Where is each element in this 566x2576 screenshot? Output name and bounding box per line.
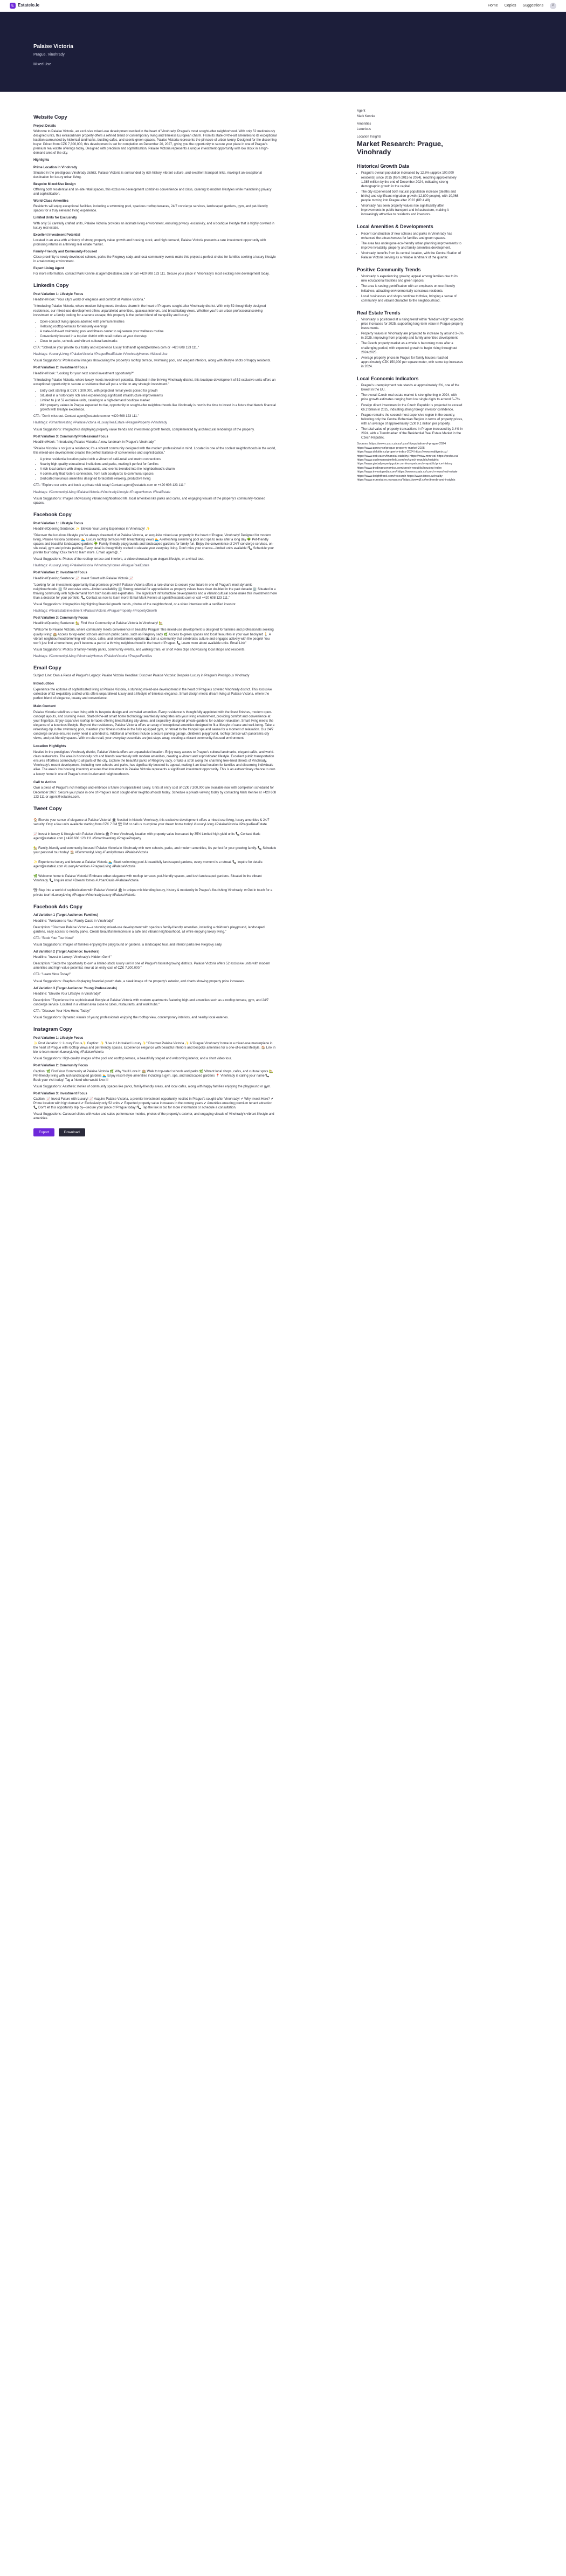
hero-banner — [0, 12, 566, 92]
website-copy-blocks — [33, 124, 277, 277]
facebook-copy-heading: Facebook Copy — [33, 511, 72, 518]
facebook-post-hashtags: Hashtags: #LuxuryLiving #PalaiseVictoria #VinohradyHomes #PragueRealEstate — [33, 564, 149, 568]
facebook-post-visual: Visual Suggestions: Photos of the rooftop terrace and interiors, a video showcasing an elegant lifestyle, or a virtual tour. — [33, 558, 204, 561]
website-section-text: Offering both residential and on-site retail spaces, this exclusive development combines convenience and class, catering to modern lifestyles while maintaining privacy and sophistication. — [33, 188, 272, 196]
market-research-item: • The area has undergone eco-friendly urban planning improvements to improve liveability, property and family amenities development. — [361, 242, 464, 250]
linkedin-post-cta: CTA: "Schedule your private tour today and experience luxury firsthand! agent@estateio.com or +420 608 123 111." — [33, 346, 199, 350]
facebook-post-visual: Visual Suggestions: Photos of family-friendly parks, community events, and walking trails, or short video clips showcasing local shops and residents. — [33, 648, 246, 652]
instagram-post-text: ✨ Post Variation 1: Luxury Focus✨ Caption: ✨ "Live in Unrivalled Luxury ✨" Discover Palaise Victoria ✨ A 'Prague Vinohrady' home in a mixed-use masterpiece in the heart of Prague with rooftop views and pet-friendly spaces. Experience elegance with beautiful interiors and bespoke amenities for a one-of-a-kind lifestyle. 🏠 Link in bio to learn more! #LuxuryLiving #PalaiseVictoria — [33, 1042, 276, 1054]
copy-column — [33, 114, 277, 1136]
bullet-item: • Conveniently located in a top-tier district with retail outlets at your doorstep — [40, 334, 277, 339]
amenities-label: Amenities — [357, 122, 371, 126]
market-research-section-heading: Historical Growth Data — [357, 163, 410, 169]
linkedin-post-title: Post Variation 1: Lifestyle Focus — [33, 293, 84, 297]
instagram-post-visual: Visual Suggestions: High-quality images of the pool and rooftop terrace, a beautifully staged and welcoming interior, and a short video tour. — [33, 1057, 232, 1061]
brand-name: Estateio.ie — [18, 3, 40, 8]
market-research-item: • Prague's unemployment rate stands at approximately 2%, one of the lowest in the EU. — [361, 383, 464, 392]
website-section-title: Prime Location in Vinohrady — [33, 166, 78, 169]
facebook-ad-description: Description: "Discover Palaise Victoria—a stunning mixed-use development with spacious family-friendly amenities, including a children's playground, landscaped gardens, easy access to nearby parks. Create beautiful memories in a safe and vibrant neighbourhood, all while enjoying luxury living." — [33, 926, 265, 934]
market-research-item: • Local businesses and shops continue to thrive, bringing a sense of community and vibrant character to the neighbourhood. — [361, 294, 464, 303]
top-navigation-bar — [0, 0, 566, 12]
market-research-item: • Property values in Vinohrady are projected to increase by around 3–5% in 2025, improving from property and family amenities development. — [361, 332, 464, 340]
linkedin-copy-heading: LinkedIn Copy — [33, 283, 69, 289]
website-section-title: Excellent Investment Potential — [33, 233, 80, 237]
linkedin-post-bullets — [40, 320, 277, 344]
download-button[interactable]: Download — [59, 1128, 85, 1136]
website-section-text: Located in an area with a history of strong property value growth and housing stock, and high demand, Palaise Victoria presents a rare investment opportunity with promising returns in a thriving real estate market. — [33, 238, 266, 246]
linkedin-post-headline: Headline/Hook: "Looking for your next sound investment opportunity?" — [33, 372, 134, 375]
facebook-ads-list — [33, 913, 277, 1020]
linkedin-post-body: "Palaise Victoria is not just a residence; it's a vibrant community designed with the modern professional in mind. Located in one of the coolest neighborhoods in the world, this mixed-use development creates the perfect balance of convenience and sophistication." — [33, 447, 276, 455]
linkedin-post-body: "Introducing Palaise Victoria, where luxury meets investment potential. Situated in the thriving Vinohrady district, this boutique development of 52 exclusive units offers an exceptional opportunity to secure a residence that will put a smile on any strategic investment." — [33, 378, 276, 386]
property-title: Palaise Victoria — [33, 44, 73, 50]
linkedin-post-headline: Headline/Hook: "Your city's world of elegance and comfort at Palaise Victoria." — [33, 298, 146, 302]
bullet-item: • Situated in a historically rich area experiencing significant infrastructure improvements — [40, 394, 277, 398]
user-avatar[interactable]: A — [550, 3, 556, 9]
instagram-copy-section — [33, 1026, 277, 1121]
facebook-ad-description: Description: "Seize the opportunity to own a limited-stock luxury unit in one of Prague's fastest-growing districts. Palaise Victoria offers 52 exclusive units with modern amenities and high-value potential, now at an entry cost of CZK 7,300,000." — [33, 962, 270, 970]
content-area — [0, 92, 566, 1136]
agent-name: Mark Kennie — [357, 115, 375, 119]
market-research-section-heading: Local Amenities & Developments — [357, 224, 433, 230]
facebook-ad-title: Ad Variation 3 (Target Audience: Young Professionals) — [33, 986, 117, 990]
linkedin-post-title: Post Variation 2: Investment Focus — [33, 366, 87, 370]
email-intro: Experience the epitome of sophisticated living at Palaise Victoria, a stunning mixed-use development in the heart of Prague's coveted Vinohrady district. This exclusive collection of 52 exquisitely crafted units offers unparalleled luxury and a lifestyle of timeless elegance. Smart design meets dream living at Palaise Victoria, where the perfect blend of elegance, beauty and convenience. — [33, 688, 272, 700]
bullet-item: • Nearby high-quality educational institutions and parks, making it perfect for families — [40, 462, 277, 467]
website-section-title: Family-Friendly and Community-Focused — [33, 250, 98, 254]
market-research-list — [361, 383, 464, 440]
bullet-item: • Limited to just 52 exclusive units, catering to a high-demand boutique market — [40, 399, 277, 403]
brand-logo-icon: E — [10, 3, 16, 9]
bullet-item: • A prime residential location paired with a vibrant of café-retail and metro connections — [40, 457, 277, 462]
website-section-text: For more information, contact Mark Kennie at agent@estateio.com or call +420 608 123 111. Secure your place in Vinohrady's most exciting new development today. — [33, 272, 270, 276]
main-nav — [488, 3, 556, 9]
linkedin-post-body: "Introducing Palaise Victoria, where modern living meets timeless charm in the heart of Prague's sought-after Vinohrady district. With only 52 thoughtfully designed residences, our mixed-use development offers unparalleled amenities, spacious interiors, and breathtaking views. Whether you're an urban professional seeking investment or a family looking for a serene escape, this property is the perfect blend of tranquillity and luxury." — [33, 305, 266, 317]
market-research-item: • Recent construction of new schools and parks in Vinohrady has enhanced the attractiveness for families and green spaces. — [361, 232, 464, 241]
facebook-ad-title: Ad Variation 2 (Target Audience: Investors) — [33, 950, 100, 954]
nav-home-link[interactable]: Home — [487, 3, 498, 8]
market-research-list — [361, 171, 464, 217]
nav-suggestions-link[interactable]: Suggestions — [522, 3, 543, 8]
instagram-post-title: Post Variation 2: Community Focus — [33, 1064, 88, 1068]
market-research-item: • Vinohrady is positioned at a rising trend within "Medium-High" expected price increases for 2025, supporting long-term value in Prague property investments. — [361, 318, 464, 331]
facebook-ad-visual: Visual Suggestions: Graphics displaying financial growth data, a sleek image of the property's exterior, and charts showing property price increases. — [33, 979, 245, 983]
facebook-ad-headline: Headline: "Elevate Your Lifestyle in Vinohrady!" — [33, 992, 101, 996]
facebook-post-hashtags: Hashtags: #RealEstateInvestment #PalaiseVictoria #PragueProperty #PropertyGrowth — [33, 609, 157, 613]
facebook-ad-headline: Headline: "Invest in Luxury: Vinohrady's Hidden Gem!" — [33, 956, 112, 960]
facebook-ads-heading: Facebook Ads Copy — [33, 903, 82, 910]
linkedin-post-bullets — [40, 389, 277, 412]
market-research-section-heading: Real Estate Trends — [357, 310, 401, 316]
bullet-item: • Dedicated luxurious amenities designed to facilitate relaxing, productive living — [40, 477, 277, 481]
tweet-copy-heading: Tweet Copy — [33, 805, 62, 812]
bullet-item: • A community that fosters connection, from lush courtyards to communal spaces — [40, 472, 277, 476]
property-location: Prague, Vinohrady — [33, 52, 65, 57]
tweet-item: 🏗 Step into a world of sophistication with Palaise Victoria! 🏛 In unique mix blending luxury, history & modernity in Prague's flourishing Vinohrady. ✉ Get in touch for a private tour! #LuxuryLiving #Prague #VinohradyLuxury #PalaiseVictoria — [33, 889, 273, 897]
website-section-text: Welcome to Palaise Victoria, an exclusive mixed-use development nestled in the heart of Vinohrady, Prague's most sought-after neighborhood. With only 52 meticulously designed units, this extraordinary property offers a refined blend of contemporary living and timeless European charm. From its state-of-the-art amenities to its exceptional location surrounded by historical landmarks, bustling cafes, and scenic green spaces, Palaise Victoria represents the pinnacle of urban luxury. Designed for the discerning buyer. Priced from CZK 7,300,000, this development is set for completion on December 20, 2027, giving you the opportunity to secure your place in one of Prague's premium real estate offerings today. Designed with precision and sophistication, Palaise Victoria represents a unique investment opportunity with low stock in a high-demand area of the city. — [33, 129, 277, 155]
tweet-item: ✨ Experience luxury and leisure at Palaise Victoria 🏊 Sleek swimming pool & beautifully landscaped gardens, every moment is a retreat. 📞 Inquire for details: agent@estateio.com #LuxuryAmenities #PragueLiving #PalaiseVictoria — [33, 861, 264, 869]
facebook-post-body: "Looking for an investment opportunity that promises growth? Palaise Victoria offers a rare chance to secure your future in one of Prague's most dynamic neighbourhoods: 🏢 52 exclusive units—limited availability 🏢 Strong potential for appreciation as property values have risen doubled in the past decade 🏢 Situated in a thriving community with high-demand from both locals and expatriates. The significant infrastructure developments and a vibrant cultural scene make this investment more than a decision for your portfolio. 📞 Contact us now to learn more! Email Mark Kennie at agent@estateio.com or call +420 608 123 111." — [33, 583, 277, 600]
market-research-item: • Vinohrady has seen property values rise significantly after improvements in public transport and infrastructure, making it increasingly attractive to residents and investors. — [361, 204, 464, 217]
market-research-sections — [357, 163, 464, 440]
market-research-item: • The Czech property market as a whole is becoming more after a challenging period, with expected growth to begin rising throughout 2024/2025. — [361, 341, 464, 354]
market-research-item: • Foreign direct investment in the Czech Republic is projected to exceed €6.2 billion in 2025, indicating strong foreign investor confidence. — [361, 403, 464, 412]
facebook-copy-section — [33, 512, 277, 659]
market-research-item: • The total value of property transactions in Prague increased by 3.4% in 2024, with a Trendmarker of the Residential Real Estate Market in the Czech Republic. — [361, 427, 464, 440]
linkedin-post-hashtags: Hashtags: #CommunityLiving #PalaiseVictoria #VinohradyLifestyle #PragueHomes #RealEstate — [33, 490, 171, 494]
instagram-post-visual: Visual Suggestions: Aesthetic stories of community spaces like parks, family-friendly areas, and local cafes, along with happy families enjoying the playground or gym. — [33, 1085, 271, 1088]
facebook-post-headline: Headline/Opening Sentence: ✨ Elevate Your Living Experience in Vinohrady! ✨ — [33, 527, 150, 531]
facebook-post-body: "Welcome to Palaise Victoria, where community meets convenience in beautiful Prague! This mixed-use development is designed for families and professionals seeking quality living: 🏫 Access to top-rated schools and lush public parks, such as Riegrovy sady 🌿 Access to green spaces and local favourites in your own backyard 🚶 A vibrant neighbourhood brimming with shops, cafes, and entertainment options 🏙 Join a community that celebrates culture and engages actively with the people! You won't just find a home here; you'll become a part of a thriving neighbourhood in the heart of Prague. 📞 Learn more about available units. Email Link" — [33, 628, 274, 645]
tweet-item: 🏡 Family-friendly and community-focused! Palaise Victoria in Vinohrady with new schools, parks, and modern amenities, it's perfect for your growing family. 📞 Schedule your personal tour today! 🏠 #CommunityLiving #FamilyHomes #PalaiseVictoria — [33, 846, 277, 854]
facebook-post-title: Post Variation 2: Investment Focus — [33, 571, 87, 575]
linkedin-post-visual: Visual Suggestions: Infographics displaying property value trends and investment growth trends, complemented by architectural renderings of the property. — [33, 428, 255, 431]
facebook-post-body: "Discover the luxurious lifestyle you've always dreamed of at Palaise Victoria, an exquisite mixed-use property in the heart of Prague, Vinohrady! Designed for modern living, Palaise Victoria combines: 🏊 Luxury rooftop terraces with breathtaking views 🏊 A refreshing swimming pool and spa to relax after a long day 🌳 Pet-friendly spaces and beautiful landscaped gardens 🌳 Family-friendly playgrounds and landscaped gardens for family fun. Enjoy the convenience of 24/7 concierge services, on-site retail, gym and private parking. Every detail is thoughtfully crafted to elevate your everyday living. Don't miss your chance—limited units available! 📞 Schedule your private tour today! Click here to learn more. Email: agent@..." — [33, 533, 274, 555]
website-section-text: Close proximity to newly developed schools, parks like Riegrovy sady, and local community events make this project a perfect choice for families seeking a luxury lifestyle in a welcoming environment. — [33, 256, 276, 264]
linkedin-post-cta: CTA: "Don't miss out. Contact agent@estateio.com or +420 608 123 111." — [33, 415, 139, 419]
location-insights-label: Location Insights — [357, 135, 382, 139]
market-research-list — [361, 232, 464, 261]
email-location: Nestled in the prestigious Vinohrady district, Palaise Victoria offers an unparalleled location. Enjoy easy access to Prague's cultural landmarks, elegant cafés, and world-class restaurants. The area is historically rich and blends seamlessly with modern amenities, creating a vibrant and sophisticated lifestyle. Excellent public transportation ensures effortless connectivity to all parts of the city. Explore the beautiful parks of Riegrovy sady, or take a stroll along the charming tree-lined streets of Vinohrady. Vinohrady's recent development, including new schools and parks, has significantly boosted its appeal, making it an ideal location for families and discerning individuals alike. The area's low housing inventory ensures that investment in Palaise Victoria represents a significant investment opportunity. This is an extraordinary chance to own a luxury home in one of Prague's most in-demand neighbourhoods. — [33, 751, 275, 776]
facebook-ad-visual: Visual Suggestions: Images of families enjoying the playground or gardens, a landscaped tour, and interior parks like Riegrovy sady. — [33, 943, 223, 947]
nav-copies-link[interactable]: Copies — [504, 3, 516, 8]
tweet-item: 🌿 Welcome home to Palaise Victoria! Embrace urban elegance with rooftop terraces, pet-friendly spaces, and lush landscaped gardens. Situated in the vibrant Vinohrady. 📞 Inquire now! #DreamHomes #UrbanOasis #PalaiseVictoria — [33, 875, 262, 883]
website-copy-heading: Website Copy — [33, 114, 67, 120]
bullet-item: • Entry cost starting at CZK 7,300,000, with projected rental yields poised for growth — [40, 389, 277, 393]
tweet-copy-section — [33, 806, 277, 898]
linkedin-post-bullets — [40, 457, 277, 481]
instagram-post-title: Post Variation 1: Lifestyle Focus — [33, 1036, 84, 1040]
facebook-ad-cta: CTA: "Discover Your New Home Today!" — [33, 1009, 91, 1013]
tweet-item: 📈 Invest in luxury & lifestyle with Palaise Victoria 🏛 Prime Vinohrady location with property value increased by 35% Limited high-yield units 📞 Contact Mark: agent@estateio.com | +420 608 123 111 #SmartInvesting #PragueProperty — [33, 832, 261, 840]
facebook-post-visual: Visual Suggestions: Infographics highlighting financial growth trends, photos of the neighborhood, or a video interview with a certified investor. — [33, 603, 237, 607]
action-buttons — [33, 1128, 277, 1136]
facebook-ads-section — [33, 904, 277, 1020]
linkedin-post-visual: Visual Suggestions: Images showcasing vibrant neighborhood life, local amenities like parks and cafes, and engaging visuals of the property's community-focused spaces. — [33, 497, 265, 505]
website-section-title: Limited Units for Exclusivity — [33, 216, 77, 220]
agent-info — [357, 109, 464, 139]
instagram-post-visual: Visual Suggestions: Carousel slides with value and sales performance metrics, photos of the property's exterior, and engaging visuals of Vinohrady's vibrant lifestyle and amenities. — [33, 1113, 274, 1121]
market-research-section-heading: Positive Community Trends — [357, 267, 421, 273]
linkedin-copy-section — [33, 283, 277, 505]
email-copy-section — [33, 665, 277, 799]
facebook-ad-headline: Headline: "Welcome to Your Family Oasis in Vinohrady!" — [33, 919, 114, 923]
tweet-list — [33, 818, 277, 883]
website-section-text: Situated in the prestigious Vinohrady district, Palaise Victoria is surrounded by rich history, vibrant culture, and excellent transport links, making it an exceptional destination for luxury urban living. — [33, 171, 262, 179]
bullet-item: • With property values in Prague expected to rise, opportunity in sought-after neighbourhoods like Vinohrady is now is the time to invest in a future that blends financial growth with lifestyle excellence. — [40, 403, 277, 412]
amenities-value: Luxurious — [357, 128, 371, 132]
brand[interactable] — [10, 3, 39, 9]
linkedin-post-title: Post Variation 3: Community/Professional Focus — [33, 435, 108, 439]
bullet-item: • Close to parks, schools and vibrant cultural landmarks — [40, 339, 277, 344]
website-section-text: With only 52 carefully crafted units, Palaise Victoria provides an intimate living environment, ensuring privacy, exclusivity, and a boutique lifestyle that is highly coveted in luxury real estate. — [33, 222, 274, 230]
instagram-posts — [33, 1036, 277, 1121]
facebook-ad-cta: CTA: "Book Your Tour Now!" — [33, 936, 74, 940]
website-section-title: Bespoke Mixed-Use Design — [33, 182, 76, 186]
export-button[interactable]: Export — [33, 1128, 54, 1136]
email-cta: Own a piece of Prague's rich heritage and embrace a future of unparalleled luxury. Units at entry cost of CZK 7,300,000 are available now with completion scheduled for December 2027. Secure your place in one of Prague's most sought-after neighbourhoods today. Schedule a private viewing today by contacting Mark Kennie at +420 608 123 111 or agent@estateio.com. — [33, 786, 277, 799]
agent-label: Agent — [357, 109, 365, 113]
bullet-item: • Open-concept living spaces adorned with premium finishes — [40, 320, 277, 324]
email-location-heading: Location Highlights — [33, 744, 66, 749]
email-intro-heading: Introduction — [33, 681, 54, 686]
website-copy-section — [33, 114, 277, 276]
bullet-item: • Relaxing rooftop terraces for leisurely evenings — [40, 325, 277, 329]
linkedin-post-hashtags: Hashtags: #LuxuryLiving #PalaiseVictoria #PragueRealEstate #VinohradyHomes #Mixed-Use — [33, 353, 168, 357]
email-main: Palaise Victoria redefines urban living with its bespoke design and unrivaled amenities. Every residence is thoughtfully appointed with the finest finishes, modern open-concept layouts, and stunning views. Start-of-the-art smart home technology seamlessly integrates into your living environment, providing comfort and convenience at your fingertips. Enjoy expansive rooftop terraces offering breathtaking city views, and exquisitely designed private gardens for outdoor relaxation. Smart living meets the elegance of a luxurious lifestyle. Beyond the residences, Palaise Victoria offers an array of exceptional amenities designed to fit a lifestyle of ease and well-being. Take a refreshing dip in the swimming pool, maintain your fitness routine in the fully equipped gym, or retreat to the tranquil spa and sauna for a moment of relaxation. Our 24/7 concierge service ensures every need is attended to. Additional amenities include a secure parking garage, children's playground, rooftop terrace with panoramic city views, and pet-friendly spaces. With on-site retail, your everyday essentials are just steps away, creating a vibrant community-focused environment. — [33, 710, 274, 741]
linkedin-posts — [33, 292, 277, 505]
website-section-title: Project Details — [33, 124, 56, 128]
market-research-item: • The city experienced both natural population increase (deaths and births) and significant migration growth (12,800 people), with 10,068 people moving into Prague after 2022 (KR 4 48) — [361, 190, 464, 203]
facebook-post-title: Post Variation 3: Community Focus — [33, 616, 88, 620]
email-copy-heading: Email Copy — [33, 664, 61, 671]
instagram-post-text: Caption: 📈 Invest Future with Luxury! 📈 Acquire Palaise Victoria, a premier investment opportunity nestled in Prague's sought-after Vinohrady! ✔ Why Invest Here? ✔ Prime location with high demand ✔ Exclusively only 52 units ✔ Expected property value increases in the coming years ✔ Amenities ensuring premium tenant attraction 📞 Don't let this opportunity slip by—secure your piece of Prague today! 📞 Tap the link in bio for more information or schedule a consultation. — [33, 1098, 274, 1110]
facebook-ad-cta: CTA: "Learn More Today!" — [33, 973, 71, 977]
instagram-post-text: Caption: 🌿 Find Your Community at Palaise Victoria 🌿 Why You'll Love It: 🏫 Walk to top-rated schools and parks 🌿 Vibrant local shops, cafes, and cultural spots 🏡 Pet-friendly living with lush landscaped gardens 🏊 Enjoy resort-style amenities including a gym, spa, and landscaped gardens 📍 Vinohrady is calling your name 📞 Book your visit today! Tag a friend who would love it! — [33, 1070, 273, 1082]
market-research-sidebar — [357, 109, 464, 1136]
facebook-ad-visual: Visual Suggestions: Dynamic visuals of young professionals enjoying the rooftop view, contemporary interiors, and nearby local eateries. — [33, 1016, 229, 1020]
research-sources: Sources: https://www.czso.cz/csu/czso/ri/population-of-prague-2024 https://www.zpravy.cz/prague-property-market-2025 https://www.deloitte.cz/property-index-2024 https://www.realitymix.cz/ https://www.cnb.cz/en/financial-stability/ https://www.mmr.cz/ https://praha.eu/ https://www.cushmanwakefield.com/en/czech-republic/insights https://www.globalpropertyguide.com/europe/czech-republic/price-history https://www.tradingeconomics.com/czech-republic/housing-index https://www.investopedia.com/ https://www.expats.cz/czech-news/real-estate https://www.knightfrank.com/research https://www.idnes.cz/reality https://www.eurostat.ec.europa.eu/ https://www.jll.cz/en/trends-and-insights — [357, 442, 459, 482]
market-research-item: • Average property prices in Prague for family houses reached approximately CZK 150,000 per square meter, with some top increases in 2024. — [361, 356, 464, 369]
linkedin-post-hashtags: Hashtags: #SmartInvesting #PalaiseVictoria #LuxuryRealEstate #PragueProperty #Vinohrady — [33, 421, 167, 425]
tweet-item: 🏠 Elevate your sense of elegance at Palaise Victoria! 🏛 Nestled in historic Vinohrady, this exclusive development offers a mixed-use living, luxury amenities & 24/7 security. Only a few units available starting from CZK 7.3M 🏗 DM or call us to explore your dream home today! #LuxuryLiving #PalaiseVictoria #PragueRealEstate — [33, 818, 270, 826]
market-research-item: • Prague's overall population increased by 12.6% (approx 100,000 residents) since 2015 (from 2015 to 2024), reaching approximately 1.385 million by the end of December 2024, indicating strong demographic growth in the capital. — [361, 171, 464, 188]
market-research-section-heading: Local Economic Indicators — [357, 376, 419, 381]
instagram-post-title: Post Variation 3: Investment Focus — [33, 1092, 87, 1095]
website-section-title: Expert Living Agent — [33, 267, 64, 271]
market-research-item: • Prague remains the second most expensive region in the country, following only the Central Bohemian Region in terms of property prices, with an average of approximately CZK 9.1 million per property. — [361, 413, 464, 426]
website-section-title: World-Class Amenities — [33, 200, 69, 203]
facebook-post-hashtags: Hashtags: #CommunityLiving #VinohradyHomes #PalaiseVictoria #PragueFamilies — [33, 654, 153, 658]
linkedin-post-cta: CTA: "Explore our units and book a private visit today! Contact agent@estateio.com or +420 608 123 111." — [33, 484, 186, 488]
market-research-item: • The area is seeing gentrification with an emphasis on eco-friendly initiatives, attracting environmentally conscious residents. — [361, 284, 464, 293]
market-research-title: Market Research: Prague, Vinohrady — [357, 140, 443, 156]
website-section-text: Residents will enjoy exceptional facilities, including a swimming pool, spacious rooftop terraces, 24/7 concierge services, landscaped gardens, gym, and pet-friendly spaces for a truly elevated living experience. — [33, 205, 268, 213]
facebook-ad-title: Ad Variation 1 (Target Audience: Families) — [33, 914, 98, 917]
bullet-item: • A state-of-the-art swimming pool and fitness center to rejuvenate your wellness routine — [40, 330, 277, 334]
email-cta-heading: Call to Action — [33, 780, 56, 784]
market-research-list — [361, 275, 464, 303]
market-research-item: • Vinohrady is experiencing growing appeal among families due to its new educational facilities and green spaces. — [361, 275, 464, 283]
facebook-post-headline: Headline/Opening Sentence: 📈 Invest Smart with Palaise Victoria 📈 — [33, 577, 134, 580]
bullet-item: • A rich local culture with shops, restaurants, and events blended into the neighborhood's charm — [40, 467, 277, 471]
email-main-heading: Main Content — [33, 704, 56, 708]
facebook-ad-description: Description: "Experience the sophisticated lifestyle at Palaise Victoria with modern apartments featuring high-end amenities such as a rooftop terrace, gym, and 24/7 concierge service. Located in a vibrant area close to cafes, restaurants, and work hubs." — [33, 998, 269, 1006]
facebook-post-title: Post Variation 1: Lifestyle Focus — [33, 522, 84, 525]
market-research-item: • The overall Czech real estate market is strengthening in 2024, with price growth estimates ranging from low single digits to around 5–7%. — [361, 393, 464, 402]
facebook-post-headline: Headline/Opening Sentence: 🏡 Find Your Community at Palaise Victoria in Vinohrady! 🏡 — [33, 622, 163, 626]
email-subject: Subject Line: Own a Piece of Prague's Legacy: Palaise Victoria Headline: Discover Palaise Victoria: Bespoke Luxury in Prague's Prestigious Vinohrady — [33, 674, 250, 677]
linkedin-post-headline: Headline/Hook: "Introducing Palaise Victoria: A new landmark in Prague's Vinohrady." — [33, 440, 156, 444]
instagram-copy-heading: Instagram Copy — [33, 1026, 72, 1033]
facebook-posts — [33, 522, 277, 659]
website-section-title: Highlights — [33, 159, 50, 162]
market-research-item: • Vinohrady benefits from its central location, with the Central Station of Palaise Victoria serving as a reliable landmark of the quarter. — [361, 251, 464, 260]
linkedin-post-visual: Visual Suggestions: Professional images showcasing the property's rooftop terrace, swimming pool, and elegant interiors, along with lifestyle shots of happy residents. — [33, 359, 271, 363]
market-research-list — [361, 318, 464, 369]
property-type: Mixed Use — [33, 62, 52, 66]
